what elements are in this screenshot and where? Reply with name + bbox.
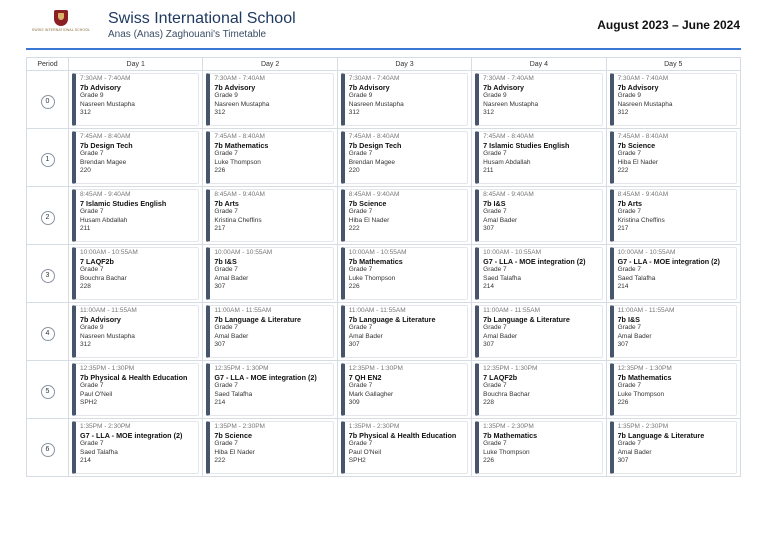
lesson-card[interactable] [206,247,333,300]
period-row [27,129,741,187]
lesson-cell [472,419,606,477]
lesson-grade: Grade 7 [348,324,373,331]
lesson-card[interactable] [206,421,333,474]
lesson-room: 217 [214,225,226,232]
lesson-cell [472,187,606,245]
lesson-time: 7:30AM - 7:40AM [214,75,265,82]
period-number-badge: 0 [41,95,55,109]
lesson-teacher: Hiba El Nader [348,216,390,224]
lesson-teacher: Saed Talafha [617,274,656,282]
lesson-teacher: Amal Bader [617,332,652,340]
lesson-time: 7:45AM - 8:40AM [483,133,534,140]
day-header: Day 3 [337,58,471,71]
lesson-room: 307 [483,225,495,232]
lesson-time: 7:45AM - 8:40AM [348,133,400,140]
lesson-cell [69,419,203,477]
lesson-grade: Grade 7 [214,324,238,331]
period-number-badge: 6 [41,443,55,457]
timetable-grid [26,57,741,477]
period-cell [27,129,69,187]
lesson-grade: Grade 9 [483,92,507,99]
lesson-teacher: Saed Talafha [80,448,118,456]
lesson-teacher: Saed Talafha [483,274,522,282]
period-number-badge: 3 [41,269,55,283]
lesson-room: 307 [214,341,226,348]
lesson-card[interactable] [206,131,333,184]
period-row [27,187,741,245]
lesson-cell [606,303,740,361]
lesson-grade: Grade 7 [483,208,507,215]
period-number-badge: 4 [41,327,55,341]
lesson-room: 226 [348,283,360,290]
lesson-card[interactable] [610,305,737,358]
lesson-subject: G7 - LLA - MOE integration (2) [214,373,317,382]
lesson-time: 8:45AM - 9:40AM [483,191,534,198]
lesson-cell [472,361,606,419]
day-header: Day 4 [472,58,606,71]
lesson-card[interactable] [610,247,737,300]
lesson-subject: 7b Advisory [80,83,121,92]
lesson-subject: 7 Islamic Studies English [483,141,570,150]
lesson-card[interactable] [72,421,199,474]
lesson-teacher: Amal Bader [214,332,249,340]
lesson-teacher: Luke Thompson [483,448,530,456]
lesson-teacher: Husam Abdallah [80,216,128,224]
lesson-card[interactable] [475,247,602,300]
day-header: Day 2 [203,58,337,71]
lesson-cell [337,419,471,477]
lesson-room: 307 [617,341,629,348]
lesson-room: 211 [483,167,494,174]
lesson-teacher: Nasreen Mustapha [214,100,270,108]
lesson-teacher: Luke Thompson [617,390,665,398]
lesson-card[interactable] [72,131,199,184]
lesson-room: 217 [617,225,629,232]
lesson-grade: Grade 7 [80,440,104,447]
lesson-grade: Grade 7 [348,150,373,157]
lesson-card[interactable] [72,305,199,358]
lesson-teacher: Nasreen Mustapha [80,100,135,108]
lesson-grade: Grade 7 [214,208,238,215]
school-logo [26,10,96,44]
lesson-time: 10:00AM - 10:55AM [214,249,273,256]
lesson-grade: Grade 9 [348,92,373,99]
lesson-cell [69,303,203,361]
period-cell [27,361,69,419]
lesson-time: 1:35PM - 2:30PM [617,423,669,430]
header-divider [26,48,741,50]
lesson-grade: Grade 7 [483,266,507,273]
lesson-subject: 7b I&S [214,257,237,266]
lesson-grade: Grade 7 [214,440,238,447]
lesson-cell [337,303,471,361]
period-cell [27,71,69,129]
lesson-cell [472,303,606,361]
lesson-subject: G7 - LLA - MOE integration (2) [483,257,586,266]
lesson-subject: 7b Physical & Health Education [348,431,457,440]
lesson-room: 228 [483,399,495,406]
lesson-time: 10:00AM - 10:55AM [348,249,407,256]
lesson-room: 312 [80,341,91,348]
lesson-subject: 7 Islamic Studies English [80,199,167,208]
lesson-room: 226 [214,167,226,174]
lesson-time: 10:00AM - 10:55AM [80,249,138,256]
lesson-teacher: Kristina Cheffins [617,216,665,224]
lesson-subject: 7b Advisory [348,83,390,92]
lesson-teacher: Hiba El Nader [617,158,659,166]
lesson-room: 222 [617,167,629,174]
lesson-teacher: Paul O'Neil [80,390,113,398]
lesson-time: 1:35PM - 2:30PM [214,423,265,430]
period-row [27,71,741,129]
lesson-subject: 7b Mathematics [214,141,269,150]
lesson-cell [69,129,203,187]
lesson-time: 11:00AM - 11:55AM [617,307,675,314]
page-header [0,0,768,50]
lesson-card[interactable] [206,73,333,126]
lesson-room: 220 [80,167,91,174]
lesson-cell [606,419,740,477]
lesson-subject: 7b Arts [214,199,239,208]
lesson-card[interactable] [341,363,468,416]
lesson-room: 312 [483,109,495,116]
lesson-cell [472,129,606,187]
lesson-card[interactable] [610,131,737,184]
lesson-subject: 7b I&S [617,315,640,324]
lesson-time: 7:45AM - 8:40AM [617,133,669,140]
lesson-cell [69,245,203,303]
lesson-subject: 7b Advisory [617,83,659,92]
lesson-card[interactable] [475,73,602,126]
crest-icon [54,10,68,26]
lesson-subject: 7b Mathematics [617,373,672,382]
lesson-cell [69,71,203,129]
lesson-room: 222 [348,225,360,232]
lesson-subject: 7b Advisory [483,83,525,92]
lesson-room: 312 [348,109,360,116]
lesson-time: 7:30AM - 7:40AM [80,75,131,82]
lesson-card[interactable] [610,363,737,416]
lesson-card[interactable] [72,363,199,416]
lesson-subject: 7b Design Tech [80,141,133,150]
lesson-subject: 7b Advisory [80,315,121,324]
lesson-teacher: Nasreen Mustapha [348,100,404,108]
lesson-teacher: Husam Abdallah [483,158,531,166]
lesson-subject: 7b Mathematics [348,257,403,266]
lesson-time: 8:45AM - 9:40AM [617,191,669,198]
lesson-time: 8:45AM - 9:40AM [348,191,400,198]
logo-text: SWISS INTERNATIONAL SCHOOL [31,28,91,32]
lesson-teacher: Brendan Magee [348,158,396,166]
lesson-card[interactable] [475,421,602,474]
day-header: Day 1 [69,58,203,71]
lesson-room: 228 [80,283,91,290]
lesson-time: 7:30AM - 7:40AM [617,75,669,82]
lesson-room: 211 [80,225,91,232]
lesson-teacher: Nasreen Mustapha [483,100,539,108]
lesson-subject: 7b Mathematics [483,431,538,440]
lesson-teacher: Bouchra Bachar [483,390,530,398]
lesson-grade: Grade 7 [483,382,507,389]
lesson-grade: Grade 9 [80,324,104,331]
lesson-room: 222 [214,457,226,464]
lesson-card[interactable] [72,73,199,126]
lesson-room: 214 [214,399,226,406]
lesson-teacher: Amal Bader [617,448,652,456]
lesson-room: 312 [617,109,629,116]
lesson-room: 307 [214,283,226,290]
lesson-teacher: Luke Thompson [348,274,396,282]
lesson-grade: Grade 9 [617,92,642,99]
lesson-subject: 7b Physical & Health Education [80,373,188,382]
lesson-card[interactable] [341,73,468,126]
lesson-time: 12:35PM - 1:30PM [80,365,135,372]
lesson-time: 10:00AM - 10:55AM [617,249,676,256]
lesson-time: 8:45AM - 9:40AM [80,191,131,198]
lesson-cell [203,419,337,477]
lesson-grade: Grade 7 [348,440,373,447]
lesson-cell [606,129,740,187]
lesson-cell [337,71,471,129]
lesson-subject: 7 QH EN2 [348,373,382,382]
lesson-time: 1:35PM - 2:30PM [348,423,400,430]
lesson-subject: 7b Design Tech [348,141,402,150]
lesson-room: 307 [348,341,360,348]
lesson-time: 7:30AM - 7:40AM [348,75,400,82]
period-number-badge: 5 [41,385,55,399]
lesson-card[interactable] [341,247,468,300]
lesson-grade: Grade 7 [348,208,373,215]
lesson-card[interactable] [475,131,602,184]
lesson-teacher: Brendan Magee [80,158,127,166]
lesson-cell [472,245,606,303]
period-column-header: Period [27,58,69,71]
lesson-cell [203,71,337,129]
lesson-card[interactable] [341,131,468,184]
lesson-card[interactable] [341,305,468,358]
lesson-subject: 7b Arts [617,199,643,208]
lesson-teacher: Hiba El Nader [214,448,255,456]
lesson-room: SPH2 [80,399,97,406]
lesson-time: 7:30AM - 7:40AM [483,75,534,82]
lesson-subject: 7b Language & Literature [214,315,302,324]
lesson-card[interactable] [341,189,468,242]
lesson-room: 312 [80,109,91,116]
lesson-grade: Grade 7 [348,266,373,273]
lesson-time: 8:45AM - 9:40AM [214,191,265,198]
period-row [27,303,741,361]
lesson-cell [606,245,740,303]
lesson-card[interactable] [610,189,737,242]
period-cell [27,245,69,303]
lesson-cell [69,187,203,245]
lesson-teacher: Saed Talafha [214,390,253,398]
period-number-badge: 1 [41,153,55,167]
lesson-grade: Grade 7 [214,266,238,273]
lesson-grade: Grade 7 [80,382,104,389]
lesson-cell [69,361,203,419]
lesson-card[interactable] [72,247,199,300]
period-row [27,245,741,303]
period-cell [27,187,69,245]
lesson-grade: Grade 7 [483,324,507,331]
lesson-room: 214 [617,283,629,290]
lesson-room: 214 [483,283,495,290]
lesson-cell [472,71,606,129]
day-header: Day 5 [606,58,740,71]
school-name: Swiss International School [108,10,296,27]
lesson-cell [606,71,740,129]
lesson-time: 12:35PM - 1:30PM [617,365,672,372]
lesson-time: 11:00AM - 11:55AM [80,307,137,314]
lesson-time: 7:45AM - 8:40AM [214,133,265,140]
lesson-teacher: Luke Thompson [214,158,261,166]
lesson-grade: Grade 7 [80,150,104,157]
period-cell [27,303,69,361]
lesson-card[interactable] [206,305,333,358]
lesson-card[interactable] [475,363,602,416]
lesson-grade: Grade 7 [80,208,104,215]
lesson-teacher: Nasreen Mustapha [617,100,673,108]
lesson-grade: Grade 9 [214,92,238,99]
lesson-cell [203,245,337,303]
lesson-time: 12:35PM - 1:30PM [483,365,538,372]
lesson-grade: Grade 9 [80,92,104,99]
lesson-grade: Grade 7 [617,150,642,157]
lesson-teacher: Amal Bader [348,332,383,340]
lesson-room: 220 [348,167,360,174]
lesson-subject: 7b Language & Literature [617,431,705,440]
lesson-teacher: Amal Bader [483,332,518,340]
period-row [27,361,741,419]
lesson-grade: Grade 7 [617,324,642,331]
lesson-card[interactable] [206,363,333,416]
lesson-room: 307 [617,457,629,464]
header-row [27,58,741,71]
lesson-cell [337,361,471,419]
lesson-grade: Grade 7 [483,150,507,157]
lesson-time: 11:00AM - 11:55AM [483,307,541,314]
lesson-teacher: Mark Gallagher [348,390,394,398]
lesson-card[interactable] [610,421,737,474]
lesson-time: 11:00AM - 11:55AM [214,307,272,314]
lesson-grade: Grade 7 [617,266,642,273]
academic-year: August 2023 – June 2024 [597,18,740,32]
lesson-subject: G7 - LLA - MOE integration (2) [617,257,720,266]
period-row [27,419,741,477]
lesson-room: SPH2 [348,457,366,464]
lesson-room: 214 [80,457,91,464]
lesson-cell [203,303,337,361]
lesson-grade: Grade 7 [214,382,238,389]
lesson-card[interactable] [475,189,602,242]
lesson-cell [337,187,471,245]
lesson-room: 226 [483,457,495,464]
lesson-subject: G7 - LLA - MOE integration (2) [80,431,183,440]
period-number-badge: 2 [41,211,55,225]
lesson-card[interactable] [610,73,737,126]
lesson-card[interactable] [72,189,199,242]
lesson-subject: 7b Advisory [214,83,256,92]
lesson-card[interactable] [341,421,468,474]
lesson-teacher: Kristina Cheffins [214,216,262,224]
lesson-subject: 7 LAQF2b [80,257,114,266]
lesson-room: 307 [483,341,495,348]
lesson-subject: 7b Science [617,141,656,150]
lesson-subject: 7b Science [214,431,252,440]
lesson-grade: Grade 7 [617,208,642,215]
timetable-owner: Anas (Anas) Zaghouani's Timetable [108,29,267,40]
lesson-time: 10:00AM - 10:55AM [483,249,541,256]
lesson-teacher: Amal Bader [214,274,249,282]
lesson-card[interactable] [206,189,333,242]
period-cell [27,419,69,477]
lesson-teacher: Nasreen Mustapha [80,332,135,340]
lesson-cell [606,187,740,245]
lesson-room: 309 [348,399,360,406]
lesson-cell [337,245,471,303]
lesson-cell [606,361,740,419]
lesson-grade: Grade 7 [483,440,507,447]
lesson-subject: 7b I&S [483,199,506,208]
lesson-time: 12:35PM - 1:30PM [348,365,403,372]
lesson-cell [203,129,337,187]
lesson-time: 1:35PM - 2:30PM [80,423,131,430]
lesson-subject: 7b Science [348,199,387,208]
lesson-grade: Grade 7 [348,382,373,389]
lesson-subject: 7 LAQF2b [483,373,518,382]
lesson-cell [203,187,337,245]
lesson-cell [203,361,337,419]
lesson-time: 1:35PM - 2:30PM [483,423,534,430]
lesson-teacher: Amal Bader [483,216,518,224]
lesson-time: 11:00AM - 11:55AM [348,307,406,314]
lesson-subject: 7b Language & Literature [348,315,436,324]
lesson-room: 226 [617,399,629,406]
lesson-grade: Grade 7 [214,150,238,157]
lesson-room: 312 [214,109,226,116]
lesson-cell [337,129,471,187]
lesson-grade: Grade 7 [80,266,104,273]
lesson-time: 12:35PM - 1:30PM [214,365,269,372]
lesson-card[interactable] [475,305,602,358]
lesson-grade: Grade 7 [617,382,642,389]
lesson-time: 7:45AM - 8:40AM [80,133,131,140]
lesson-teacher: Paul O'Neil [348,448,382,456]
lesson-grade: Grade 7 [617,440,642,447]
lesson-subject: 7b Language & Literature [483,315,570,324]
lesson-teacher: Bouchra Bachar [80,274,127,282]
